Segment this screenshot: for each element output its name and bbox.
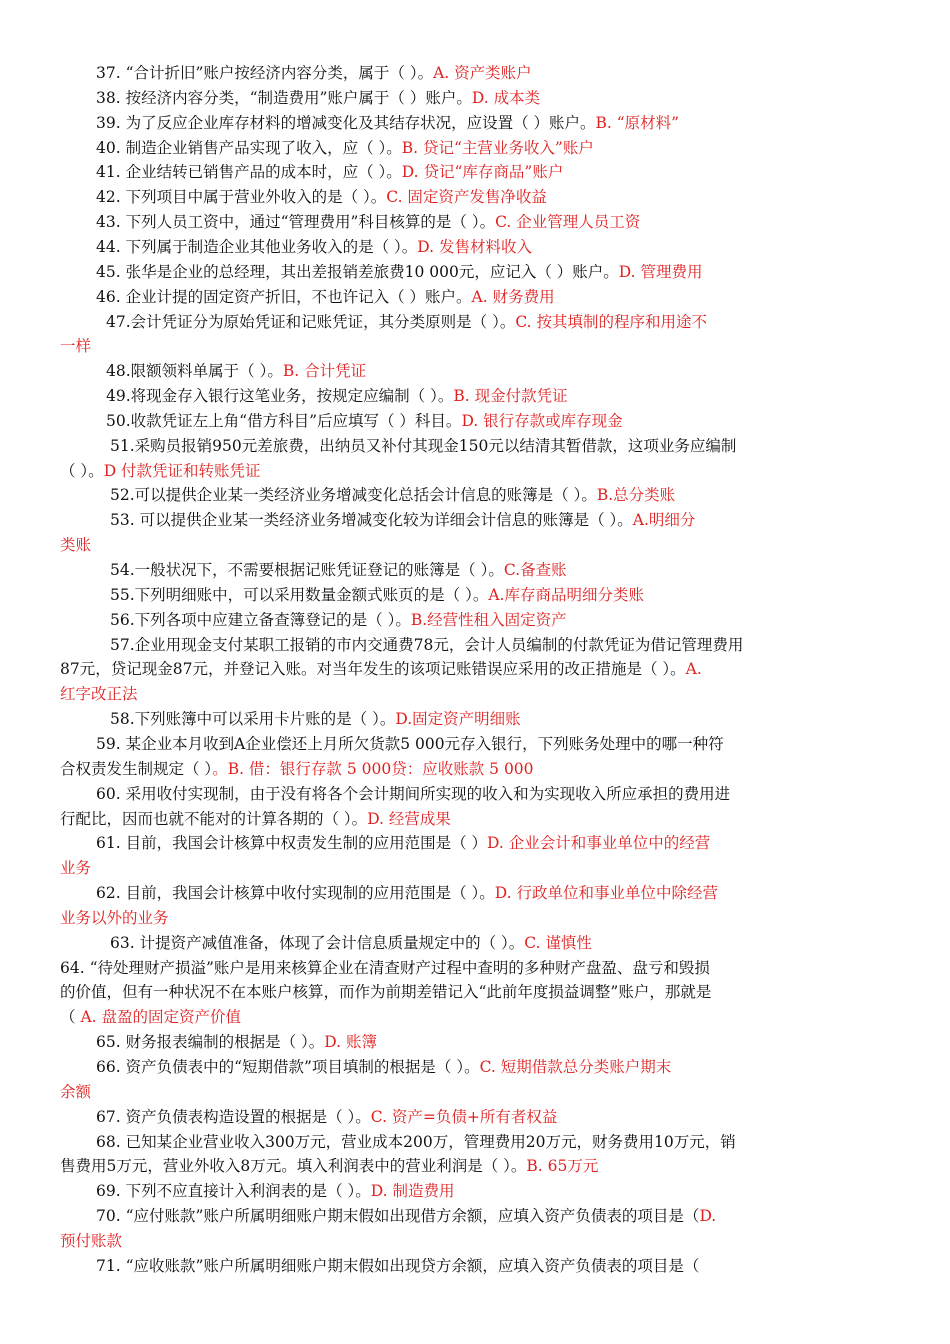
question-text: 60. 采用收付实现制，由于没有将各个会计期间所实现的收入和为实现收入所应承担的费用进	[96, 784, 731, 803]
answer-text: C.备查账	[503, 561, 567, 579]
answer-text: A. 资产类账户	[433, 64, 532, 82]
text-line	[60, 831, 890, 856]
answer-text: B. “原材料”	[595, 113, 680, 132]
question-text: 41. 企业结转已销售产品的成本时，应（ ）。	[96, 163, 402, 182]
question-text: 53. 可以提供企业某一类经济业务增减变化较为详细会计信息的账簿是（ ）。	[110, 511, 633, 530]
question-text: 51.采购员报销950元差旅费，出纳员又补付其现金150元以结清其暂借款，这项业务应编制	[110, 436, 737, 455]
question-text: 49.将现金存入银行这笔业务，按规定应编制（ ）。	[106, 387, 454, 406]
text-line	[60, 409, 890, 434]
question-text: 42. 下列项目中属于营业外收入的是（ ）。	[96, 188, 387, 207]
question-text: 56.下列各项中应建立备查簿登记的是（ ）。	[110, 610, 411, 629]
text-line	[60, 807, 890, 832]
question-text: 61. 目前，我国会计核算中权责发生制的应用范围是（ ）	[96, 834, 488, 853]
answer-text: D. 行政单位和事业单位中除经营	[494, 884, 718, 903]
answer-text: C. 短期借款总分类账户期末	[479, 1058, 672, 1076]
question-text: 43. 下列人员工资中，通过“管理费用”科目核算的是（ ）。	[96, 213, 496, 232]
answer-text: B.经营性租入固定资产	[410, 610, 567, 629]
question-text: （	[60, 1008, 81, 1027]
text-line	[60, 1030, 890, 1055]
text-line	[60, 1130, 890, 1155]
text-line	[60, 956, 890, 981]
text-line	[60, 384, 890, 409]
answer-text: 类账	[60, 536, 92, 555]
question-text: 58.下列账簿中可以采用卡片账的是（ ）。	[110, 710, 396, 729]
text-line	[60, 583, 890, 608]
text-line	[60, 757, 890, 782]
text-line	[60, 359, 890, 384]
answer-text: 业务以外的业务	[60, 908, 169, 927]
answer-text: C. 按其填制的程序和用途不	[515, 312, 708, 331]
answer-text: 红字改正法	[60, 685, 138, 704]
question-text: 38. 按经济内容分类，“制造费用”账户属于（ ）账户。	[96, 88, 472, 107]
text-line	[60, 608, 890, 633]
question-text: 63. 计提资产减值准备，体现了会计信息质量规定中的（ ）。	[110, 933, 525, 952]
question-text: （ ）。	[60, 461, 104, 480]
text-line	[60, 210, 890, 235]
text-line	[60, 483, 890, 508]
text-line	[60, 260, 890, 285]
text-line	[60, 185, 890, 210]
question-text: 39. 为了反应企业库存材料的增减变化及其结存状况，应设置（ ）账户。	[96, 113, 596, 132]
question-text: 69. 下列不应直接计入利润表的是（ ）。	[96, 1182, 371, 1201]
text-line	[60, 1055, 890, 1080]
text-line	[60, 459, 890, 484]
question-text: 54.一般状况下，不需要根据记账凭证登记的账簿是（ ）。	[110, 561, 504, 579]
text-line	[60, 657, 890, 682]
answer-text: D. 账簿	[324, 1033, 377, 1052]
text-line	[60, 1080, 890, 1105]
text-line	[60, 235, 890, 260]
text-line	[60, 856, 890, 881]
answer-text: D. 管理费用	[618, 262, 703, 281]
answer-text: B. 合计凭证	[282, 362, 367, 381]
text-line	[60, 160, 890, 185]
question-text: 行配比，因而也就不能对的计算各期的（ ）。	[60, 809, 368, 828]
answer-text: A.库存商品明细分类账	[488, 585, 644, 604]
answer-text: B. 贷记“主营业务收入”账户	[401, 138, 594, 157]
text-line	[60, 86, 890, 111]
answer-text: C. 资产=负债+所有者权益	[370, 1107, 558, 1126]
answer-text: C. 谨慎性	[524, 933, 592, 952]
answer-text: D. 成本类	[471, 88, 541, 107]
text-line	[60, 633, 890, 658]
answer-text: D. 银行存款或库存现金	[461, 411, 623, 430]
text-line	[60, 434, 890, 459]
answer-text: 余额	[60, 1082, 92, 1101]
text-line	[60, 334, 890, 359]
question-text: 44. 下列属于制造企业其他业务收入的是（ ）。	[96, 237, 418, 256]
text-line	[60, 310, 890, 335]
text-line	[60, 136, 890, 161]
question-text: 48.限额领料单属于（ ）。	[106, 362, 283, 381]
text-line	[60, 111, 890, 136]
answer-text: D 付款凭证和转账凭证	[103, 461, 261, 480]
text-line	[60, 931, 890, 956]
question-text: 67. 资产负债表构造设置的根据是（ ）。	[96, 1107, 371, 1126]
answer-text: B.总分类账	[596, 486, 676, 505]
answer-text: B. 65万元	[526, 1157, 599, 1176]
answer-text: 预付账款	[60, 1231, 123, 1250]
question-text: 71. “应收账款”账户所属明细账户期末假如出现贷方余额，应填入资产负债表的项目是（	[96, 1256, 700, 1275]
question-text: 37. “合计折旧”账户按经济内容分类，属于（ ）。	[96, 64, 434, 82]
question-text: 46. 企业计提的固定资产折旧，不也许记入（ ）账户。	[96, 287, 472, 306]
answer-text: D.固定资产明细账	[395, 710, 521, 729]
text-line	[60, 782, 890, 807]
text-line	[60, 558, 890, 583]
question-text: 64. “待处理财产损溢”账户是用来核算企业在清查财产过程中查明的多种财产盘盈、盘亏和毁损	[60, 958, 710, 977]
text-line	[60, 707, 890, 732]
question-text: 40. 制造企业销售产品实现了收入，应（ ）。	[96, 138, 402, 157]
question-text: 65. 财务报表编制的根据是（ ）。	[96, 1033, 325, 1052]
answer-text: 业务	[60, 859, 92, 878]
text-line	[60, 732, 890, 757]
text-line	[60, 980, 890, 1005]
text-line	[60, 1179, 890, 1204]
text-line	[60, 61, 890, 86]
text-line	[60, 1005, 890, 1030]
answer-text: B. 现金付款凭证	[453, 387, 568, 406]
answer-text: D.	[699, 1207, 717, 1226]
text-line	[60, 1105, 890, 1130]
text-line	[60, 906, 890, 931]
question-text: 68. 已知某企业营业收入300万元，营业成本200万，管理费用20万元，财务费用10万元，销	[96, 1132, 736, 1151]
text-line	[60, 1254, 890, 1279]
question-text: 52.可以提供企业某一类经济业务增减变化总括会计信息的账簿是（ ）。	[110, 486, 597, 505]
answer-text: D. 制造费用	[370, 1182, 455, 1201]
text-line	[60, 508, 890, 533]
question-text: 62. 目前，我国会计核算中收付实现制的应用范围是（ ）。	[96, 884, 495, 903]
text-line	[60, 1229, 890, 1254]
text-line	[60, 1204, 890, 1229]
question-text: 55.下列明细账中，可以采用数量金额式账页的是（ ）。	[110, 585, 489, 604]
question-text: 合权责发生制规定（ ）	[60, 759, 213, 778]
question-text: 87元，贷记现金87元，并登记入账。对当年发生的该项记账错误应采用的改正措施是（ ）。	[60, 660, 686, 679]
question-text: 售费用5万元，营业外收入8万元。填入利润表中的营业利润是（ ）。	[60, 1157, 527, 1176]
question-text: 47.会计凭证分为原始凭证和记账凭证，其分类原则是（ ）。	[106, 312, 516, 331]
answer-text: A. 盘盈的固定资产价值	[80, 1008, 241, 1027]
answer-text: A.	[685, 660, 702, 679]
question-text: 50.收款凭证左上角“借方科目”后应填写（ ）科目。	[106, 411, 462, 430]
text-line	[60, 533, 890, 558]
question-text: 57.企业用现金支付某职工报销的市内交通费78元，会计人员编制的付款凭证为借记管理费用	[110, 635, 744, 654]
answer-text: D. 发售材料收入	[417, 237, 532, 256]
question-text: 59. 某企业本月收到A企业偿还上月所欠货款5 000元存入银行，下列账务处理中的哪一种符	[96, 734, 724, 753]
text-line	[60, 285, 890, 310]
answer-text: A. 财务费用	[471, 287, 555, 306]
question-text: 45. 张华是企业的总经理，其出差报销差旅费10 000元，应记入（ ）账户。	[96, 262, 619, 281]
answer-text: A.明细分	[632, 511, 696, 530]
question-text: 的价值，但有一种状况不在本账户核算，而作为前期差错记入“此前年度损益调整”账户，那就是	[60, 983, 712, 1002]
answer-text: 。B. 借：银行存款 5 000贷：应收账款 5 000	[212, 759, 534, 778]
text-line	[60, 682, 890, 707]
question-text: 66. 资产负债表中的“短期借款”项目填制的根据是（ ）。	[96, 1058, 480, 1076]
answer-text: C. 固定资产发售净收益	[386, 188, 547, 207]
answer-text: D. 企业会计和事业单位中的经营	[487, 834, 711, 853]
answer-text: 一样	[60, 337, 92, 356]
answer-text: C. 企业管理人员工资	[495, 213, 641, 232]
answer-text: D. 贷记“库存商品”账户	[401, 163, 564, 182]
answer-text: D. 经营成果	[367, 809, 451, 828]
text-line	[60, 1154, 890, 1179]
text-line	[60, 881, 890, 906]
question-text: 70. “应付账款”账户所属明细账户期末假如出现借方余额，应填入资产负债表的项目是（	[96, 1207, 700, 1226]
